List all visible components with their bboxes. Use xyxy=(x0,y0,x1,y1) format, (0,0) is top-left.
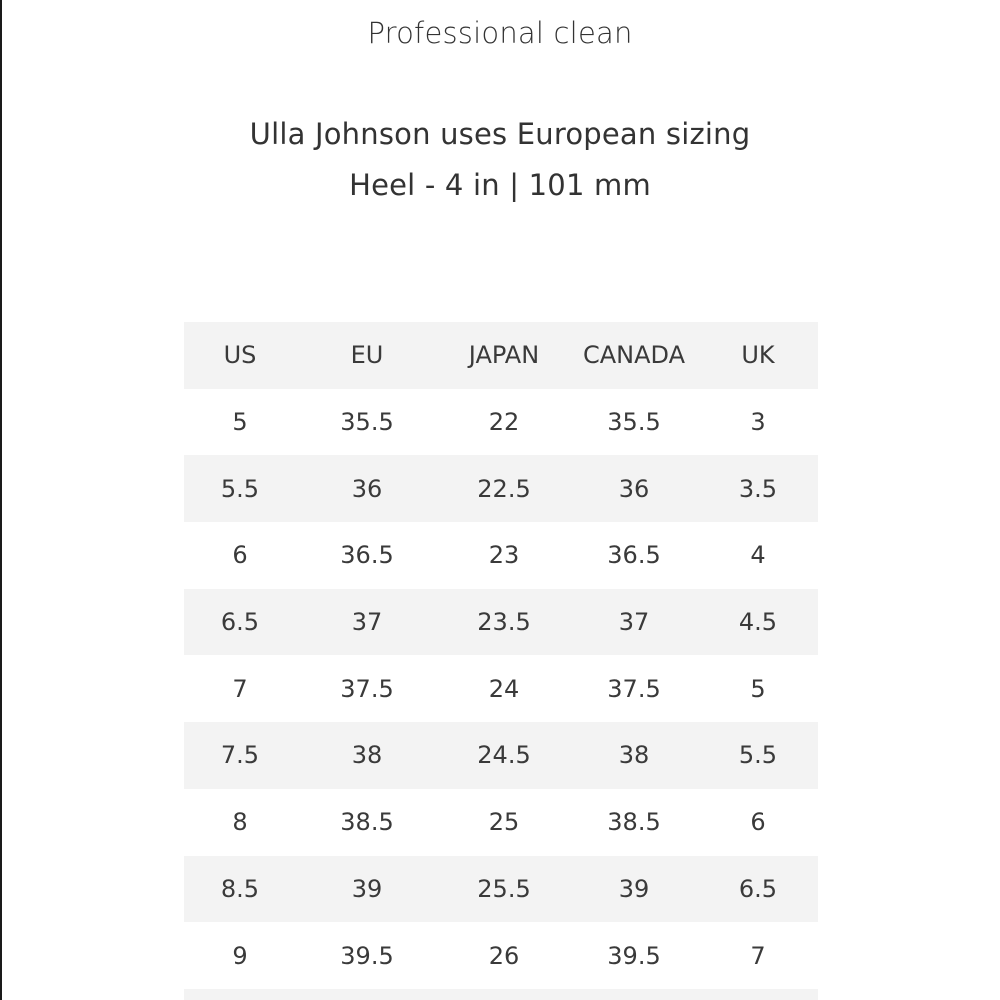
table-cell: 38.5 xyxy=(607,808,661,837)
table-cell: 6.5 xyxy=(738,874,778,903)
table-cell: 5 xyxy=(232,408,248,437)
table-cell: 24.5 xyxy=(477,741,531,770)
table-header-row xyxy=(184,322,818,389)
table-cell: 38 xyxy=(618,741,650,770)
table-cell: 39.5 xyxy=(340,941,394,970)
table-cell: 9 xyxy=(232,941,248,970)
table-cell: 37.5 xyxy=(607,674,661,703)
table-cell: 6.5 xyxy=(220,608,260,637)
table-cell: 22.5 xyxy=(477,474,531,503)
table-cell: 6 xyxy=(232,541,248,570)
table-cell: 7.5 xyxy=(220,741,260,770)
table-cell: 38.5 xyxy=(340,808,394,837)
table-cell: 39 xyxy=(351,874,383,903)
table-cell: 3 xyxy=(750,408,766,437)
table-cell: 4 xyxy=(750,541,766,570)
table-cell: 3.5 xyxy=(738,474,778,503)
page-title: Professional clean xyxy=(367,16,633,50)
table-cell: 24 xyxy=(488,674,520,703)
table-row xyxy=(184,655,818,722)
table-row xyxy=(184,589,818,656)
table-cell: 39 xyxy=(618,874,650,903)
column-header-eu: EU xyxy=(350,341,384,370)
table-row-partial xyxy=(184,989,818,1000)
sizing-note: Ulla Johnson uses European sizing xyxy=(249,117,751,151)
table-cell: 35.5 xyxy=(340,408,394,437)
table-cell: 4.5 xyxy=(738,608,778,637)
table-cell: 38 xyxy=(351,741,383,770)
table-cell: 5.5 xyxy=(220,474,260,503)
table-cell: 37 xyxy=(351,608,383,637)
table-cell: 23.5 xyxy=(477,608,531,637)
column-header-us: US xyxy=(223,341,257,370)
heel-note: Heel - 4 in | 101 mm xyxy=(349,168,651,202)
table-row xyxy=(184,389,818,456)
column-header-uk: UK xyxy=(741,341,775,370)
table-cell: 37 xyxy=(618,608,650,637)
size-chart-table xyxy=(184,322,818,1000)
table-row xyxy=(184,789,818,856)
table-cell: 36.5 xyxy=(607,541,661,570)
table-cell: 7 xyxy=(750,941,766,970)
table-cell: 7 xyxy=(232,674,248,703)
column-header-canada: CANADA xyxy=(582,341,686,370)
table-row xyxy=(184,922,818,989)
table-cell: 8 xyxy=(232,808,248,837)
table-cell: 37.5 xyxy=(340,674,394,703)
table-cell: 36.5 xyxy=(340,541,394,570)
table-cell: 25.5 xyxy=(477,874,531,903)
table-cell: 36 xyxy=(351,474,383,503)
table-row xyxy=(184,522,818,589)
table-row xyxy=(184,722,818,789)
table-cell: 39.5 xyxy=(607,941,661,970)
column-header-japan: JAPAN xyxy=(468,341,540,370)
table-cell: 23 xyxy=(488,541,520,570)
table-row xyxy=(184,455,818,522)
table-cell: 25 xyxy=(488,808,520,837)
table-cell: 35.5 xyxy=(607,408,661,437)
table-cell: 5 xyxy=(750,674,766,703)
table-cell: 8.5 xyxy=(220,874,260,903)
table-row xyxy=(184,856,818,923)
table-cell: 6 xyxy=(750,808,766,837)
table-cell: 22 xyxy=(488,408,520,437)
table-cell: 26 xyxy=(488,941,520,970)
table-cell: 5.5 xyxy=(738,741,778,770)
table-cell: 36 xyxy=(618,474,650,503)
